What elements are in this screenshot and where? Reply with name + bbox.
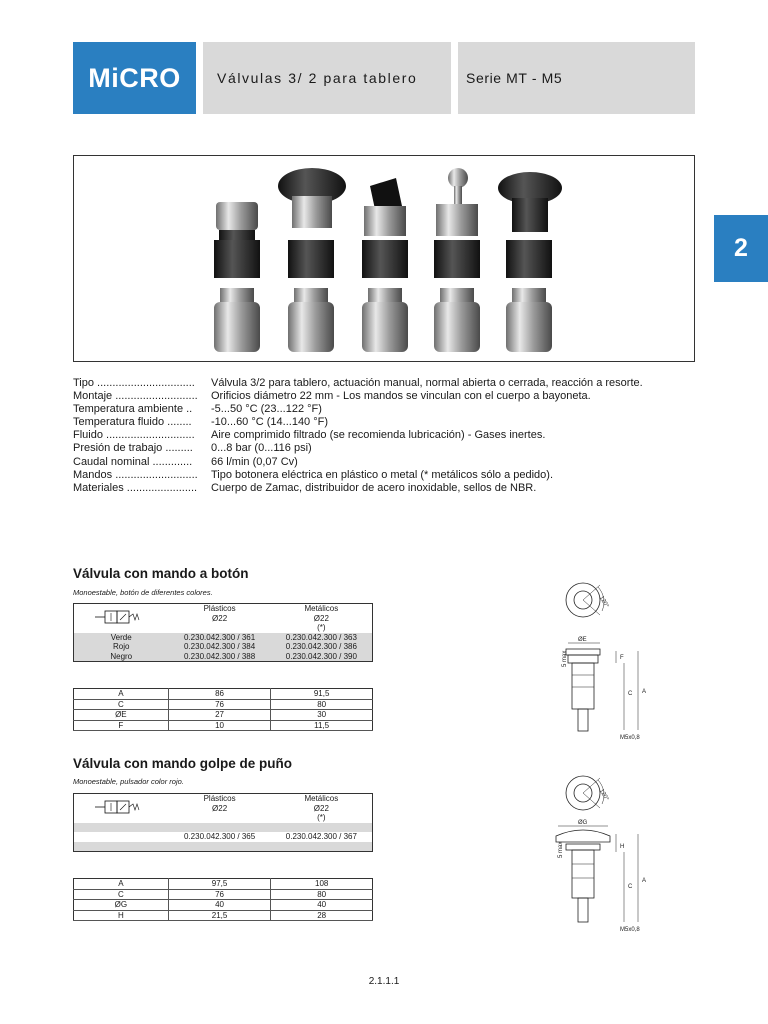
- col-metal-note: (*): [271, 623, 373, 633]
- spec-row: [73, 469, 703, 482]
- dim-plastic: 40: [168, 900, 271, 911]
- smax-label: 5 max: [558, 841, 564, 858]
- spec-row: [73, 416, 703, 429]
- dia-label: ØE: [578, 637, 587, 643]
- code-metal: 0.230.042.300 / 367: [271, 832, 373, 842]
- dim-plastic: 27: [168, 710, 271, 721]
- row-label: Rojo: [74, 642, 169, 652]
- c-label: C: [628, 691, 633, 697]
- dim-label: C: [74, 699, 169, 710]
- spec-row: [73, 482, 703, 495]
- section1-dims-table: [73, 688, 373, 731]
- angle-label: 120°: [597, 788, 610, 803]
- table-row: [74, 642, 373, 652]
- dim-plastic: 21,5: [168, 910, 271, 921]
- section2-dims-table: [73, 878, 373, 921]
- spec-label: Tipo ................................: [73, 377, 195, 389]
- section2-title: Válvula con mando golpe de puño: [73, 756, 293, 771]
- table-row: [74, 633, 373, 643]
- dim-plastic: 86: [168, 689, 271, 700]
- brand-logo: MiCRO: [73, 42, 196, 114]
- spec-row: [73, 377, 703, 390]
- code-plastic: 0.230.042.300 / 361: [168, 633, 270, 643]
- dim-row: [74, 689, 373, 700]
- col-metal-header: Metálicos Ø22: [271, 794, 373, 814]
- spec-label: Presión de trabajo .........: [73, 442, 193, 455]
- section2-codes-table: [73, 793, 373, 852]
- dim-metal: 30: [271, 710, 373, 721]
- dia-label: ØG: [578, 820, 588, 826]
- spec-label: Mandos ...........................: [73, 468, 198, 481]
- thread-label: M5x0,8: [620, 927, 640, 933]
- dim-row: [74, 900, 373, 911]
- col-plastic-header: Plásticos Ø22: [168, 794, 270, 814]
- code-plastic: 0.230.042.300 / 384: [168, 642, 270, 652]
- section2-dimension-drawing: [540, 768, 670, 938]
- valve-selector-switch: [362, 178, 408, 352]
- code-plastic: 0.230.042.300 / 365: [168, 832, 270, 842]
- dim-metal: 80: [271, 699, 373, 710]
- dim-label: H: [74, 910, 169, 921]
- section1-codes-table: [73, 603, 373, 662]
- dim-plastic: 10: [168, 720, 271, 731]
- dim-label: F: [74, 720, 169, 731]
- pneumatic-symbol-icon: [74, 604, 169, 633]
- row-label: Negro: [74, 652, 169, 662]
- spec-value: Aire comprimido filtrado (se recomienda lubricación) - Gases inertes.: [211, 429, 546, 442]
- spec-value: Orificios diámetro 22 mm - Los mandos se vinculan con el cuerpo a bayoneta.: [211, 390, 591, 403]
- dim-label: ØG: [74, 900, 169, 911]
- col-metal-note: (*): [271, 813, 373, 823]
- dim-plastic: 76: [168, 699, 271, 710]
- dim-row: [74, 699, 373, 710]
- section1-title: Válvula con mando a botón: [73, 566, 249, 581]
- spec-value: Cuerpo de Zamac, distribuidor de acero inoxidable, sellos de NBR.: [211, 481, 537, 494]
- spec-row: [73, 442, 703, 455]
- dim-plastic: 97,5: [168, 879, 271, 890]
- valve-key-switch: [434, 168, 480, 352]
- spec-value: Tipo botonera eléctrica en plástico o metal (* metálicos sólo a pedido).: [211, 468, 553, 481]
- table-row: [74, 652, 373, 662]
- smax-label: 5 max: [562, 650, 568, 667]
- h-label: H: [620, 844, 625, 850]
- spec-label: Temperatura fluido ........: [73, 416, 192, 429]
- spec-label: Temperatura ambiente ..: [73, 403, 193, 416]
- section-tab: 2: [714, 215, 768, 282]
- dim-label: A: [74, 879, 169, 890]
- code-metal: 0.230.042.300 / 363: [271, 633, 373, 643]
- code-metal: 0.230.042.300 / 386: [271, 642, 373, 652]
- dim-metal: 11,5: [271, 720, 373, 731]
- dim-row: [74, 910, 373, 921]
- dim-label: C: [74, 889, 169, 900]
- dim-metal: 28: [271, 910, 373, 921]
- dim-row: [74, 710, 373, 721]
- dim-row: [74, 879, 373, 890]
- spec-label: Caudal nominal .............: [73, 455, 193, 468]
- section1-subtitle: Monoestable, botón de diferentes colores.: [73, 588, 213, 597]
- dim-label: ØE: [74, 710, 169, 721]
- product-photo: [73, 155, 695, 362]
- thread-label: M5x0,8: [620, 735, 640, 741]
- dim-row: [74, 720, 373, 731]
- page-number: 2.1.1.1: [368, 976, 400, 987]
- valve-emergency-button: [498, 172, 562, 352]
- dim-plastic: 76: [168, 889, 271, 900]
- spec-row: [73, 456, 703, 469]
- spec-value: 0...8 bar (0...116 psi): [211, 442, 312, 455]
- dim-metal: 91,5: [271, 689, 373, 700]
- spec-label: Montaje ...........................: [73, 390, 198, 403]
- dim-metal: 40: [271, 900, 373, 911]
- valve-mushroom-button: [278, 168, 346, 352]
- code-plastic: 0.230.042.300 / 388: [168, 652, 270, 662]
- spec-row: [73, 429, 703, 442]
- a-label: A: [642, 878, 647, 884]
- table-row: [74, 832, 373, 842]
- section2-subtitle: Monoestable, pulsador color rojo.: [73, 777, 184, 786]
- header-title: Válvulas 3/ 2 para tablero: [203, 42, 451, 114]
- spec-value: -5...50 °C (23...122 °F): [211, 403, 322, 416]
- product-photo-illustration: [74, 156, 694, 361]
- valve-flush-button: [214, 202, 260, 352]
- spec-row: [73, 390, 703, 403]
- spec-label: Materiales .......................: [73, 481, 198, 494]
- dim-row: [74, 889, 373, 900]
- spec-value: 66 l/min (0,07 Cv): [211, 455, 298, 468]
- spec-row: [73, 403, 703, 416]
- col-plastic-header: Plásticos Ø22: [168, 604, 270, 624]
- angle-label: 120°: [597, 595, 610, 610]
- c-label: C: [628, 884, 633, 890]
- spec-list: [73, 377, 703, 495]
- pneumatic-symbol-icon: [74, 794, 169, 823]
- spec-label: Fluido .............................: [73, 429, 195, 442]
- col-metal-header: Metálicos Ø22: [271, 604, 373, 624]
- section1-dimension-drawing: [540, 575, 670, 745]
- f-label: F: [620, 655, 624, 661]
- dim-metal: 80: [271, 889, 373, 900]
- header-series: Serie MT - M5: [458, 42, 695, 114]
- a-label: A: [642, 689, 647, 695]
- spec-value: Válvula 3/2 para tablero, actuación manual, normal abierta o cerrada, reacción a resorte.: [211, 377, 643, 389]
- code-metal: 0.230.042.300 / 390: [271, 652, 373, 662]
- spec-value: -10...60 °C (14...140 °F): [211, 416, 329, 429]
- dim-metal: 108: [271, 879, 373, 890]
- row-label: Verde: [74, 633, 169, 643]
- dim-label: A: [74, 689, 169, 700]
